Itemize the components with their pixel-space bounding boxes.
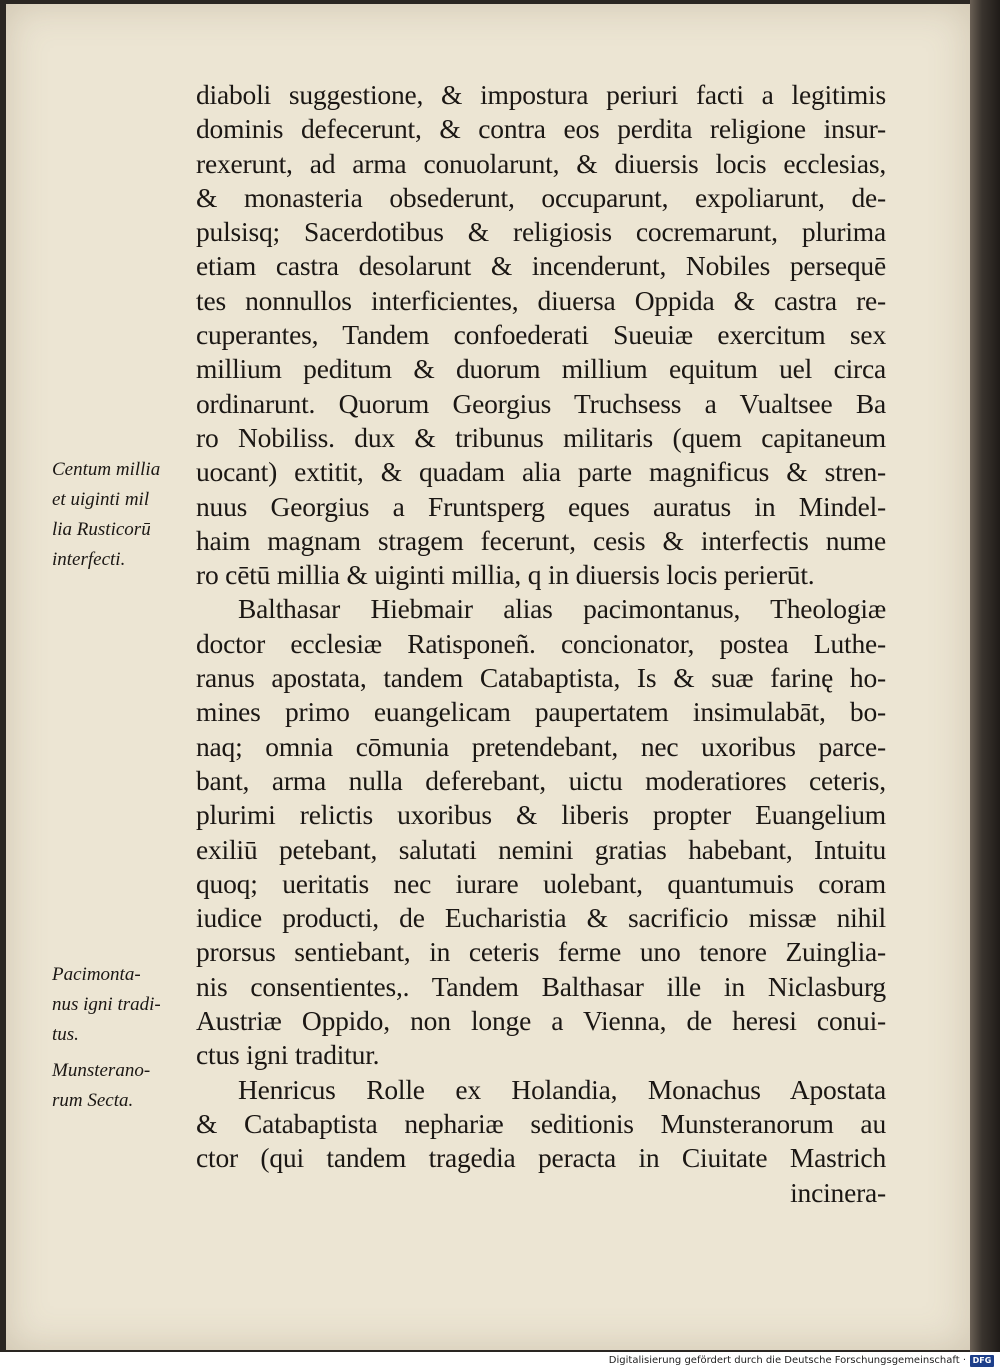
text-line: ctor (qui tandem tragedia peracta in Ciuitate Mastrich [196,1142,886,1174]
text-line: ordinarunt. Quorum Georgius Truchsess a Vualtsee Ba [196,387,886,419]
text-line: ranus apostata, tandem Catabaptista, Is & suæ farinę ho- [196,662,886,694]
margin-note-pacimontanus [52,960,190,1050]
text-line: & Catabaptista nephariæ seditionis Munsteranorum au [196,1107,886,1139]
text-line: plurimi relictis uxoribus & liberis propter Euangelium [196,799,886,831]
body-text [196,78,886,1210]
margin-note-line: rum Secta. [52,1090,134,1111]
margin-note-line: tus. [52,1024,79,1045]
text-line: Henricus Rolle ex Holandia, Monachus Apostata [238,1073,886,1105]
text-line: ctus igni traditur. [196,1039,380,1071]
margin-note-munsteranorum [52,1056,190,1116]
text-line: quoq; ueritatis nec iurare uolebant, quantumuis coram [196,867,886,899]
book-edge-shadow [970,0,1000,1352]
text-line: pulsisq; Sacerdotibus & religiosis cocremarunt, plurima [196,216,886,248]
text-line: ro Nobiliss. dux & tribunus militaris (quem capitaneum [196,421,886,453]
text-line: uocant) extitit, & quadam alia parte magnificus & stren- [196,456,886,488]
text-line: prorsus sentiebant, in ceteris ferme uno tenore Zuinglia- [196,936,886,968]
text-line: haim magnam stragem fecerunt, cesis & interfectis nume [196,524,886,556]
text-line: iudice producti, de Eucharistia & sacrificio missæ nihil [196,902,886,934]
text-line: nuus Georgius a Fruntsperg eques auratus in Mindel- [196,490,886,522]
digitization-credit: Digitalisierung gefördert durch die Deutsche Forschungsgemeinschaft · [608,1355,966,1366]
catchword: incinera- [790,1176,886,1208]
text-line: cuperantes, Tandem confoederati Sueuiæ exercitum sex [196,319,886,351]
text-line: tes nonnullos interficientes, diuersa Oppida & castra re- [196,284,886,316]
text-line: dominis defecerunt, & contra eos perdita religione insur- [196,113,886,145]
margin-note-line: et uiginti mil [52,489,150,510]
text-line: diaboli suggestione, & impostura periuri facti a legitimis [196,79,886,110]
margin-note-centum-millia [52,455,190,575]
text-line: Balthasar Hiebmair alias pacimontanus, Theologiæ [238,593,886,625]
margin-note-line: Munsterano- [52,1060,151,1081]
text-line: & monasteria obsederunt, occuparunt, expoliarunt, de- [196,181,886,213]
text-line: doctor ecclesiæ Ratisponeñ. concionator, postea Luthe- [196,627,886,659]
text-line: nis consentientes,. Tandem Balthasar ille in Niclasburg [196,970,886,1002]
text-line: mines primo euangelicam paupertatem insimulabāt, bo- [196,696,886,728]
margin-note-line: Pacimonta- [52,964,141,985]
margin-note-line: lia Rusticorū [52,519,151,540]
margin-note-line: Centum millia [52,459,161,480]
text-line: millium peditum & duorum millium equitum uel circa [196,353,886,385]
margin-note-line: nus igni tradi- [52,994,161,1015]
text-line: exiliū petebant, salutati nemini gratias habebant, Intuitu [196,833,886,865]
text-line: etiam castra desolarunt & incenderunt, Nobiles persequē [196,250,886,282]
text-line: rexerunt, ad arma conuolarunt, & diuersis locis ecclesias, [196,147,886,179]
dfg-logo-icon: DFG [970,1355,994,1367]
text-line: ro cētū millia & uiginti millia, q in diuersis locis perierūt. [196,559,815,591]
text-line: bant, arma nulla deferebant, uictu moderatiores ceteris, [196,764,886,796]
document-page [6,4,970,1350]
text-line: naq; omnia cōmunia pretendebant, nec uxoribus parce- [196,730,886,762]
margin-note-line: interfecti. [52,549,126,570]
text-line: Austriæ Oppido, non longe a Vienna, de heresi conui- [196,1005,886,1037]
